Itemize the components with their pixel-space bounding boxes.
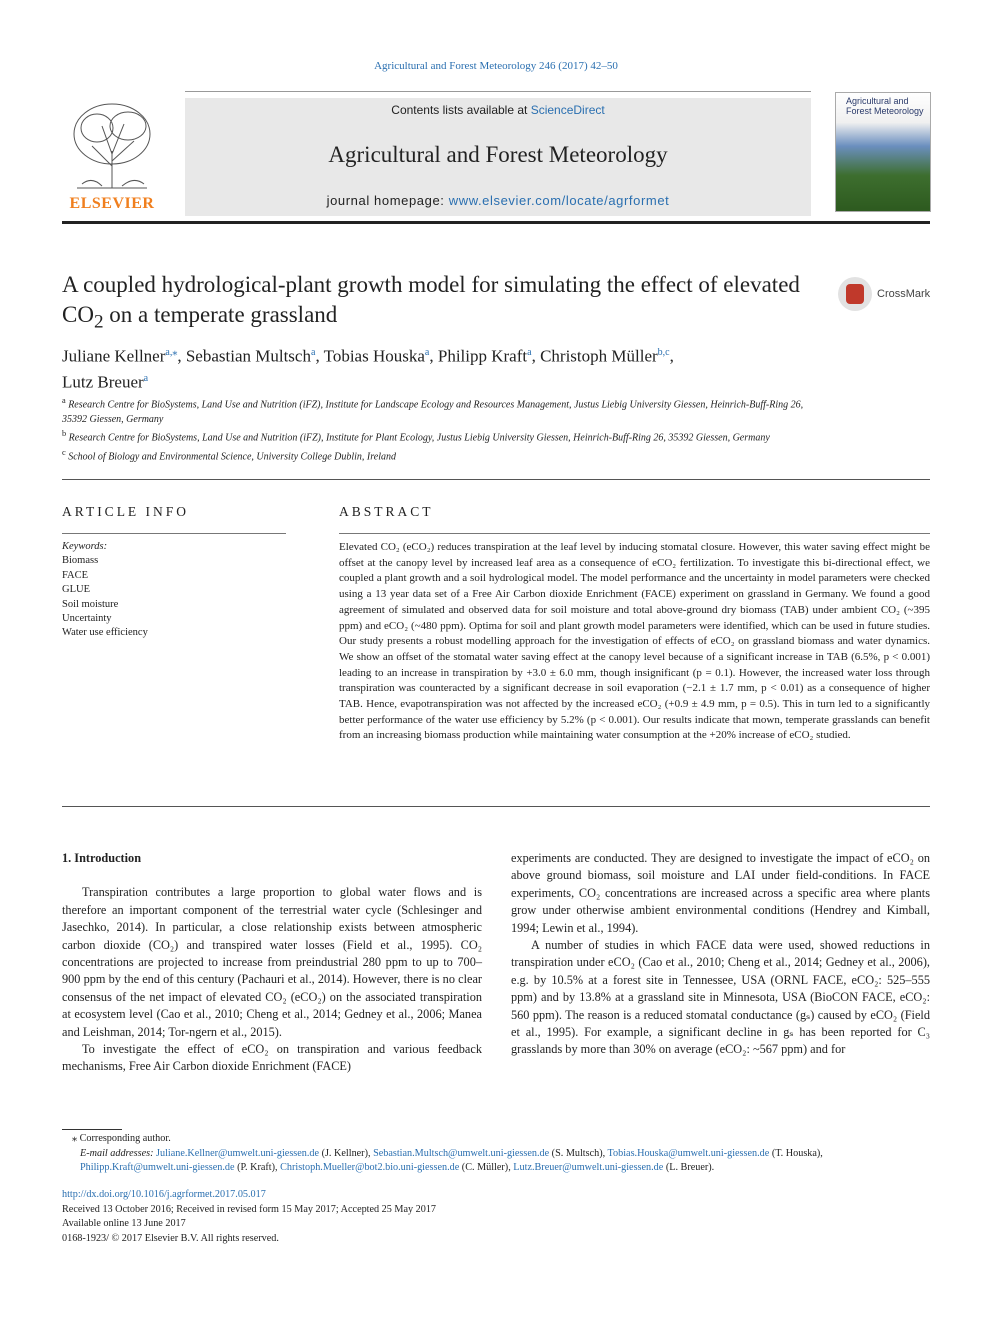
- body-column-right: [511, 850, 930, 1059]
- corresponding-author-note: ⁎ Corresponding author.: [72, 1133, 171, 1144]
- received-dates: Received 13 October 2016; Received in revised form 15 May 2017; Accepted 25 May 2017: [62, 1203, 437, 1215]
- keyword-item: Water use efficiency: [62, 627, 148, 639]
- title-part2: on a temperate grassland: [103, 302, 338, 327]
- keywords: [62, 540, 286, 641]
- abstract-text: Elevated CO₂ (eCO₂) reduces transpiration at the leaf level by inducing stomatal closure. However, this water saving effect might be offset at the canopy level by increased leaf area as a consequence of eCO₂ fertilization. To investigate this bi-directional effect, we coupled a plant growth and a soil hydrological model. The model performance and the uncertainty in model parameters were checked using a 13 year data set of a Free Air Carbon dioxide Enrichment (FACE) experiment on grassland in Germany. We found a good agreement of simulated and observed data for soil moisture and total above-ground dry biomass (TAB) under ambient CO₂ (~395 ppm) and eCO₂ (~480 ppm). Optima for soil and plant growth model parameters were identified, which can be used in future studies. Our study presents a robust modelling approach for the investigation of effects of eCO₂ on grassland biomass and water dynamics. We show an offset of the stomatal water saving effect at the canopy level because of a significant increase in TAB (6.5%, p < 0.001) leading to an increase in transpiration by +3.0 ± 6.0 mm, though insignificant (p = 0.1). However, the increased water loss through transpiration was counteracted by a significant decrease in soil evaporation (−2.1 ± 1.7 mm, p < 0.01) as a consequence of higher TAB. Hence, evapotranspiration was not affected by the increased eCO₂ (+0.9 ± 4.9 mm, p = 0.5). This in turn led to a significantly better performance of the water use efficiency by 5.2% (p < 0.001). Our results indicate that mown, temperate grasslands can benefit from an increasing biomass production while maintaining water consumption at the +20% increase of eCO₂ studied.: [339, 541, 930, 742]
- author-affil[interactable]: a,⁎: [165, 347, 178, 358]
- email-link[interactable]: Tobias.Houska@umwelt.uni-giessen.de: [607, 1147, 770, 1159]
- keywords-label: Keywords:: [62, 541, 108, 552]
- author-name[interactable]: Juliane Kellner: [62, 346, 166, 366]
- homepage-prefix: journal homepage:: [326, 193, 449, 208]
- divider: [62, 479, 930, 480]
- homepage-link[interactable]: www.elsevier.com/locate/agrformet: [448, 193, 670, 208]
- email-addresses: E-mail addresses: Juliane.Kellner@umwelt.uni-giessen.de (J. Kellner), Sebastian.Multsch@umwelt.uni-giessen.de (S. Multsch), Tobias.Houska@umwelt.uni-giessen.de (T. Houska), Philipp.Kraft@umwelt.uni-giessen.de (P. Kraft), Christoph.Mueller@bot2.bio.uni-giessen.de (C. Müller), Lutz.Breuer@umwelt.uni-giessen.de (L. Breuer).: [80, 1147, 823, 1173]
- email-label: E-mail addresses:: [80, 1147, 157, 1159]
- copyright: 0168-1923/ © 2017 Elsevier B.V. All rights reserved.: [62, 1232, 279, 1244]
- masthead-rule: [185, 91, 811, 92]
- abstract-heading: ABSTRACT: [339, 504, 434, 519]
- author-affil[interactable]: a: [143, 372, 149, 384]
- keyword-item: GLUE: [62, 584, 90, 596]
- author-name[interactable]: Tobias Houska: [323, 346, 425, 366]
- keyword-item: Biomass: [62, 555, 99, 567]
- divider: [62, 806, 930, 807]
- article-info-heading: ARTICLE INFO: [62, 504, 190, 519]
- contents-line: [185, 103, 811, 117]
- crossmark-label[interactable]: CrossMark: [877, 288, 931, 300]
- divider: [62, 533, 286, 534]
- affiliation-item: $^a$ Research Centre for BioSystems, Land Use and Nutrition (iFZ), Institute for Landscape Ecology and Resources Management, Justus Liebig University Giessen, Heinrich-Buff-Ring 26, 35392 Giessen, Germany: [62, 396, 804, 425]
- author-name[interactable]: Philipp Kraft: [437, 346, 528, 366]
- title-part1: A coupled hydrological-plant growth model for simulating the effect of elevated CO: [62, 272, 800, 327]
- cover-title: Agricultural and Forest Meteorology: [846, 96, 924, 116]
- journal-title: Agricultural and Forest Meteorology: [328, 142, 668, 167]
- author-name[interactable]: Christoph Müller: [540, 346, 658, 366]
- author-affil[interactable]: a: [310, 347, 316, 358]
- keyword-item: FACE: [62, 569, 89, 581]
- affiliation-item: $^b$ Research Centre for BioSystems, Land Use and Nutrition (iFZ), Institute for Plant Ecology, Justus Liebig University Giessen, Heinrich-Buff-Ring 26, 35392 Giessen, Germany: [62, 429, 770, 444]
- email-link[interactable]: Lutz.Breuer@umwelt.uni-giessen.de: [513, 1162, 664, 1173]
- paragraph: experiments are conducted. They are designed to investigate the impact of eCO₂ on above ground biomass, soil moisture and LAI under field-conditions. In FACE experiments, CO₂ concentrations are increased across a specific area where plants grow under otherwise ambient environmental conditions (Hendrey and Kimball, 1994; Lewin et al., 1994).: [511, 851, 930, 935]
- paragraph: Transpiration contributes a large proportion to global water flows and is therefore an important component of the terrestrial water cycle (Schlesinger and Jasechko, 2014). In particular, a close relationship exists between atmospheric carbon dioxide (CO₂) and transpired water losses (Field et al., 1995). CO₂ concentrations are projected to increase from preindustrial 280 ppm to up to 700–900 ppm by the end of this century (Pachauri et al., 2014). However, there is no clear consensus of the net impact of elevated CO₂ (eCO₂) on the associated transpiration at ecosystem level (Cao et al., 2010; Cheng et al., 2014; Gedney et al., 2006; Manea and Leishman, 2014; Tor-ngern et al., 2015).: [62, 885, 482, 1039]
- author-affil[interactable]: a: [424, 347, 430, 358]
- section-heading: 1. Introduction: [62, 851, 142, 865]
- paragraph: To investigate the effect of eCO₂ on transpiration and various feedback mechanisms, Free Air Carbon dioxide Enrichment (FACE): [62, 1042, 482, 1074]
- footnote-rule: [62, 1129, 122, 1130]
- publisher-logo-text: ELSEVIER: [69, 195, 155, 212]
- email-link[interactable]: Sebastian.Multsch@umwelt.uni-giessen.de: [373, 1147, 550, 1159]
- sciencedirect-link[interactable]: ScienceDirect: [530, 103, 605, 117]
- contents-prefix: Contents lists available at: [391, 103, 531, 117]
- author-affil[interactable]: b,c: [657, 347, 670, 358]
- email-link[interactable]: Christoph.Mueller@bot2.bio.uni-giessen.de: [280, 1162, 460, 1173]
- title-subscript: 2: [93, 311, 104, 333]
- author-affil[interactable]: a: [527, 347, 532, 358]
- body-column-left: [62, 850, 482, 1076]
- email-link[interactable]: Philipp.Kraft@umwelt.uni-giessen.de: [80, 1162, 235, 1173]
- email-link[interactable]: Juliane.Kellner@umwelt.uni-giessen.de: [156, 1147, 320, 1159]
- paper-title: [62, 270, 802, 338]
- keyword-item: Soil moisture: [62, 598, 119, 610]
- affiliations: [62, 394, 822, 465]
- homepage-line: [185, 193, 811, 208]
- divider: [339, 533, 930, 534]
- author-name[interactable]: Lutz Breuer: [62, 372, 144, 392]
- publication-info: [62, 1188, 930, 1246]
- keyword-item: Uncertainty: [62, 613, 112, 625]
- author-name[interactable]: Sebastian Multsch: [185, 346, 311, 366]
- author-list: Juliane Kellner$^{a,⁎}$, Sebastian Multsch$^a$, Tobias Houska$^a$, Philipp Kraft$^a$, Christoph Müller$^{b,c}$, Lutz Breuer$^a$: [62, 346, 674, 392]
- online-date: Available online 13 June 2017: [62, 1218, 186, 1229]
- crossmark-bookmark-icon: [846, 284, 864, 304]
- header-divider: [62, 221, 930, 224]
- affiliation-item: $^c$ School of Biology and Environmental Science, University College Dublin, Ireland: [62, 448, 397, 463]
- paragraph: A number of studies in which FACE data were used, showed reductions in transpiration under eCO₂ (Cao et al., 2010; Cheng et al., 2014; Gedney et al., 2006), e.g. by 10.5% at a forest site in Tennessee, USA (ORNL FACE, eCO₂: 525–555 ppm) and by 13.8% at a grassland site in Minnesota, USA (BioCON FACE, eCO₂: 560 ppm). The reason is a reduced stomatal conductance (gₛ) caused by eCO₂ (Field et al., 1995). For example, a significant decline in gₛ has been reported for C₃ grasslands by more than 30% on average (eCO₂: ~567 ppm) and for: [511, 938, 930, 1057]
- doi-link[interactable]: http://dx.doi.org/10.1016/j.agrformet.2017.05.017: [62, 1189, 266, 1200]
- journal-citation[interactable]: Agricultural and Forest Meteorology 246 (2017) 42–50: [374, 60, 618, 72]
- footnotes: [62, 1132, 930, 1176]
